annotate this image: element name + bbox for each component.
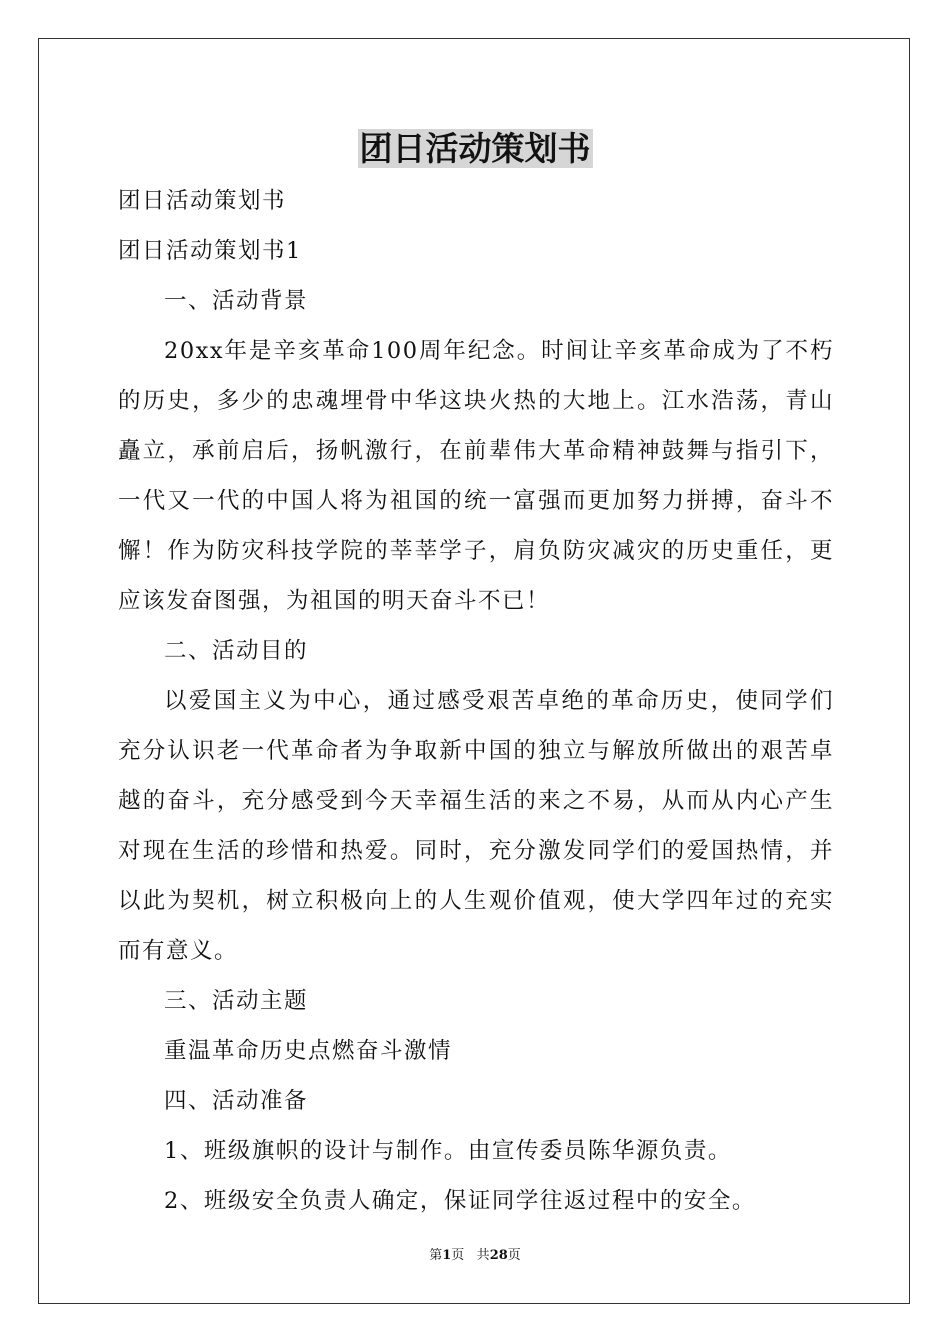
total-prefix: 共 [476, 1248, 490, 1263]
page-number: 1 [442, 1248, 452, 1263]
section-heading: 三、活动主题 [164, 988, 309, 1014]
list-item: 2、班级安全负责人确定，保证同学往返过程中的安全。 [164, 1188, 756, 1214]
paragraph: 团日活动策划书 [118, 188, 287, 214]
paragraph: 20xx年是辛亥革命100周年纪念。时间让辛亥革命成为了不朽的历史，多少的忠魂埋骨中华这块火热的大地上。江水浩荡，青山矗立，承前启后，扬帆激行，在前辈伟大革命精神鼓舞与指引下，一代又一代的中国人将为祖国的统一富强而更加努力拼搏，奋斗不懈！作为防灾科技学院的莘莘学子，肩负防灾减灾的历史重任，更应该发奋图强，为祖国的明天奋斗不已！ [118, 338, 834, 614]
section-heading: 一、活动背景 [164, 288, 309, 314]
document-title-text: 团日活动策划书 [359, 129, 591, 168]
section-heading: 四、活动准备 [164, 1088, 309, 1114]
page-prefix: 第 [429, 1248, 443, 1263]
page-suffix: 页 [451, 1248, 465, 1263]
total-pages: 28 [489, 1248, 508, 1263]
document-title [0, 128, 950, 170]
paragraph: 重温革命历史点燃奋斗激情 [164, 1038, 453, 1064]
paragraph: 团日活动策划书1 [118, 238, 302, 264]
section-heading: 二、活动目的 [164, 638, 309, 664]
document-body [118, 176, 834, 1226]
page-footer [0, 1247, 950, 1265]
paragraph: 以爱国主义为中心，通过感受艰苦卓绝的革命历史，使同学们充分认识老一代革命者为争取新中国的独立与解放所做出的艰苦卓越的奋斗，充分感受到今天幸福生活的来之不易，从而从内心产生对现在生活的珍惜和热爱。同时，充分激发同学们的爱国热情，并以此为契机，树立积极向上的人生观价值观，使大学四年过的充实而有意义。 [118, 688, 834, 964]
list-item: 1、班级旗帜的设计与制作。由宣传委员陈华源负责。 [164, 1138, 732, 1164]
total-suffix: 页 [507, 1248, 521, 1263]
